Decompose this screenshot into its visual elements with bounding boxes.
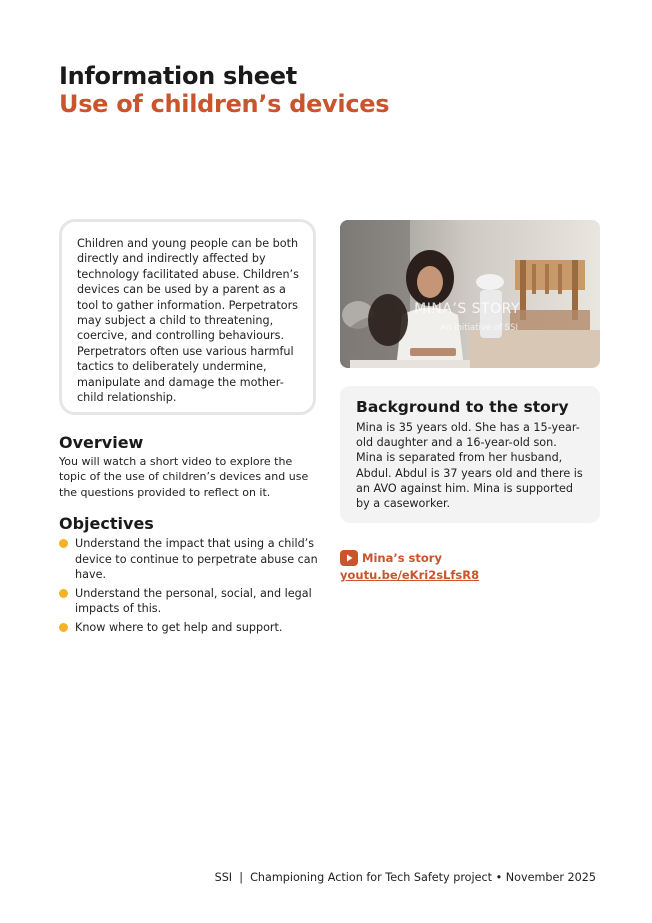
page-title: Information sheet	[59, 62, 297, 90]
page-subtitle: Use of children’s devices	[59, 90, 390, 118]
background-text: Mina is 35 years old. She has a 15-year-old daughter and a 16-year-old son. Mina is separated from her husband, Abdul. Abdul is 37 years old and there is an AVO against him. Mina is supported by a caseworker.	[356, 421, 583, 511]
objectives-list	[59, 536, 321, 639]
bullet-icon	[59, 623, 68, 632]
video-link-block	[340, 549, 479, 582]
footer	[215, 871, 596, 884]
video-thumbnail-image	[340, 220, 600, 368]
overview-heading: Overview	[59, 433, 144, 452]
thumbnail-title: MINA’S STORY	[414, 301, 520, 317]
background-box	[340, 386, 600, 523]
video-link-label: Mina’s story	[362, 551, 442, 565]
bullet-icon	[59, 539, 68, 548]
youtube-icon[interactable]	[340, 549, 358, 567]
objective-item	[59, 536, 321, 583]
objective-text: Understand the impact that using a child’s device to continue to perpetrate abuse can have.	[75, 537, 318, 582]
video-link-url[interactable]: youtu.be/eKri2sLfsR8	[340, 568, 480, 582]
video-thumbnail[interactable]	[340, 220, 600, 368]
background-heading: Background to the story	[356, 398, 569, 416]
objective-item	[59, 586, 321, 617]
footer-text: SSI | Championing Action for Tech Safety project • November 2025	[214, 871, 596, 884]
overview-text: You will watch a short video to explore the topic of the use of children’s devices and use the questions provided to reflect on it.	[59, 455, 309, 499]
intro-box	[59, 219, 316, 415]
objectives-heading: Objectives	[59, 514, 154, 533]
objective-item	[59, 620, 321, 636]
thumbnail-subtitle: An initiative of SSI	[440, 323, 518, 333]
intro-text: Children and young people can be both directly and indirectly affected by technology facilitated abuse. Children’s devices can be used by a parent as a tool to gather information. Perpetrators may subject a child to threatening, coercive, and controlling behaviours. Perpetrators often use various harmful tactics to deliberately undermine, manipulate and damage the mother-child relationship.	[77, 237, 299, 405]
objective-text: Understand the personal, social, and legal impacts of this.	[75, 586, 312, 616]
objective-text: Know where to get help and support.	[75, 620, 283, 634]
bullet-icon	[59, 589, 68, 598]
